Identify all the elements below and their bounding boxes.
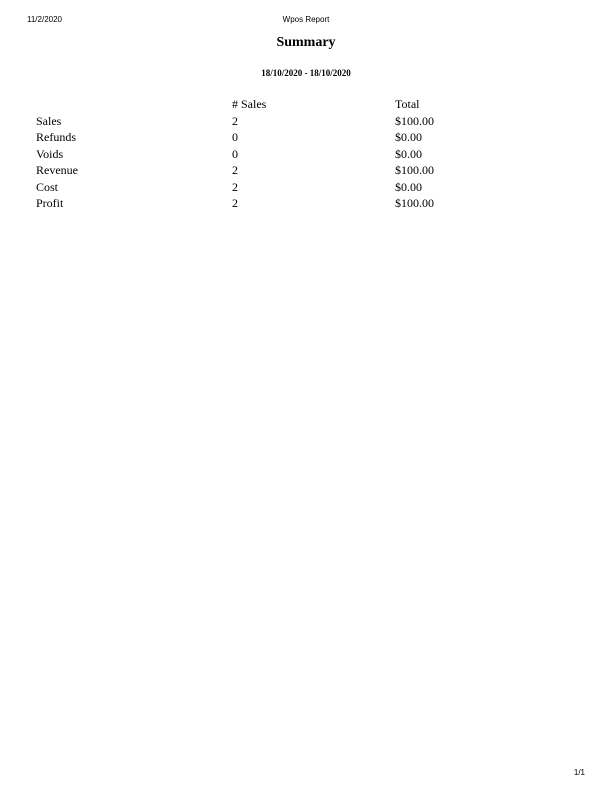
print-date: 11/2/2020 (27, 15, 62, 24)
table-header-row (36, 96, 475, 113)
row-count: 2 (232, 179, 238, 194)
row-count: 0 (232, 130, 238, 144)
column-header-label (36, 96, 232, 113)
row-label: Cost (36, 179, 59, 194)
row-total: $100.00 (395, 163, 434, 177)
row-total: $0.00 (395, 146, 422, 161)
report-title: Summary (276, 35, 336, 50)
table-row (36, 195, 475, 212)
print-header-title: Wpos Report (282, 15, 330, 24)
row-count: 2 (232, 113, 238, 128)
report-date-range: 18/10/2020 - 18/10/2020 (261, 68, 351, 78)
row-total: $100.00 (395, 113, 434, 128)
row-count: 0 (232, 146, 238, 161)
row-count: 2 (232, 196, 238, 210)
row-total: $100.00 (395, 196, 434, 210)
table-row (36, 162, 475, 179)
table-row (36, 146, 475, 163)
row-total: $0.00 (395, 130, 422, 144)
table-row (36, 113, 475, 130)
column-header-sales-count: # Sales (232, 97, 267, 111)
row-label: Refunds (36, 130, 76, 144)
row-label: Sales (36, 113, 62, 128)
row-label: Revenue (36, 163, 78, 177)
summary-table (36, 96, 475, 212)
row-label: Voids (36, 146, 64, 161)
column-header-total: Total (395, 97, 420, 111)
table-row (36, 129, 475, 146)
page-number: 1/1 (573, 768, 585, 777)
row-total: $0.00 (395, 179, 422, 194)
row-label: Profit (36, 196, 64, 210)
table-row (36, 179, 475, 196)
row-count: 2 (232, 163, 238, 177)
